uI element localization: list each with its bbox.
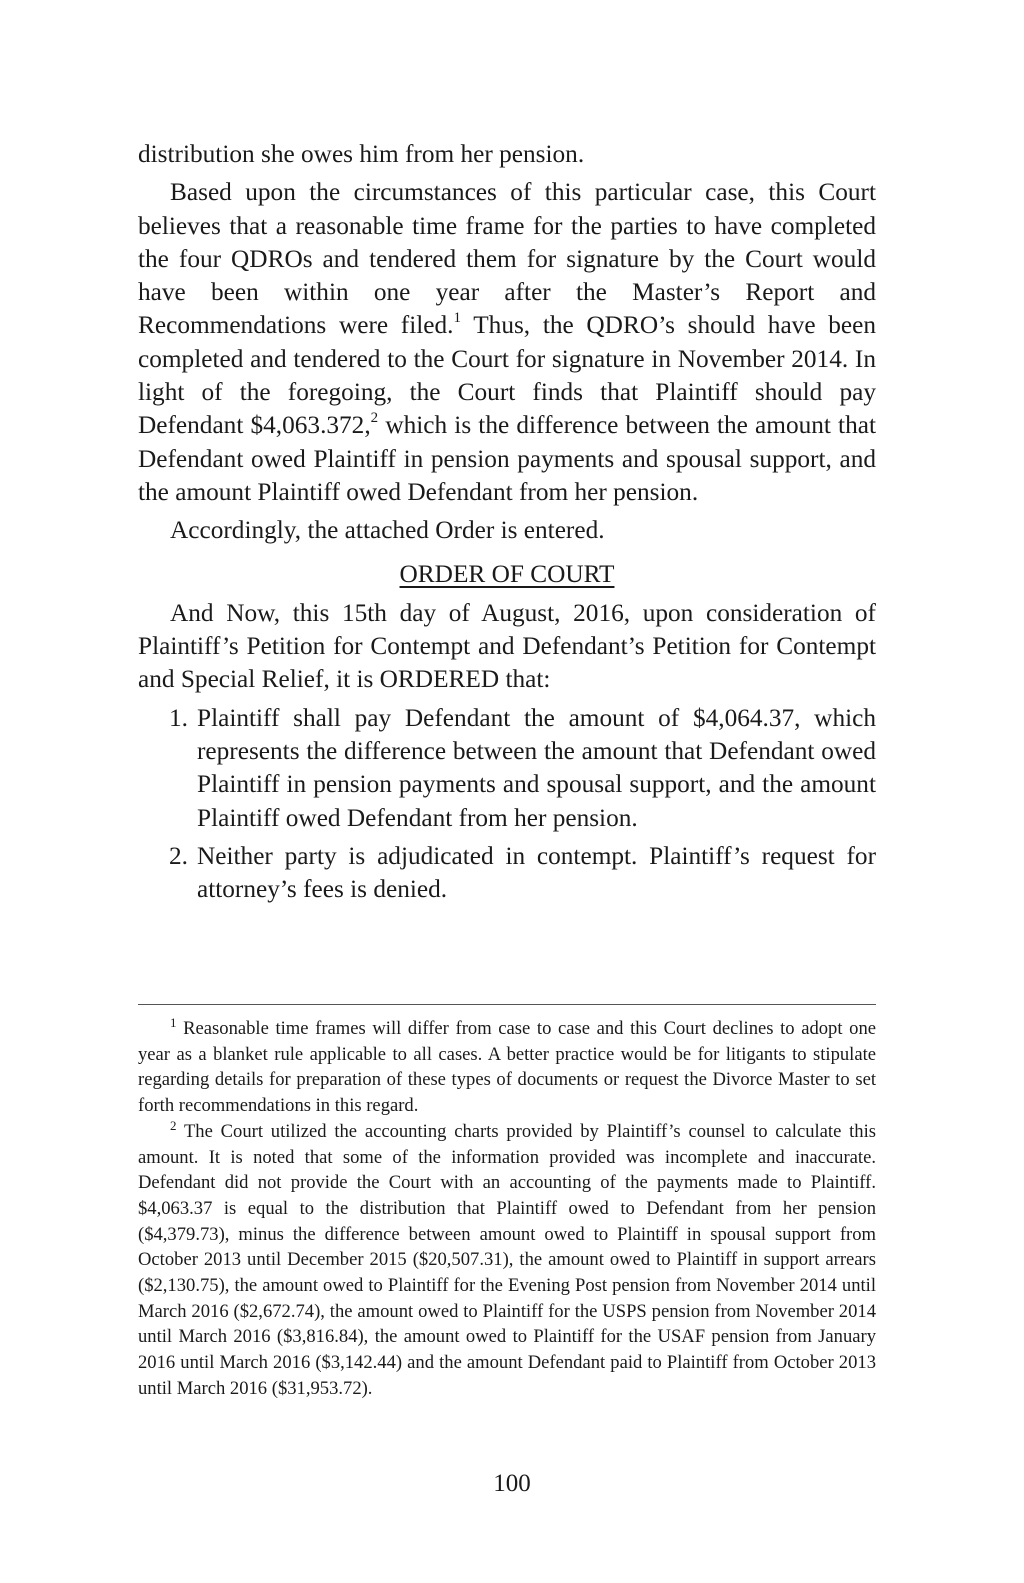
order-item-number: 2. [169,841,188,870]
order-item [138,840,876,907]
footnote-2 [138,1119,876,1402]
conclusion-paragraph: Accordingly, the attached Order is entered. [170,516,605,545]
footnote-ref-2[interactable]: 2 [370,410,379,427]
main-text [138,138,876,907]
reasoning-text-part-a: Based upon the circumstances of this particular case, this Court believes that a reasonable time frame for the parties to have completed the four QDROs and tendered them for signature by the Court would have been within one year after the Master’s Report and Recommendations were filed. [138,178,876,340]
footnote-divider [138,1004,876,1005]
order-item-number: 1. [169,703,188,732]
page-body [138,138,876,912]
reasoning-paragraph [138,176,876,509]
reasoning-text-part-b: Thus, the QDRO’s should have been completed and tendered to the Court for signature in November 2014. In light of the foregoing, the Court finds that Plaintiff should pay Defendant $4,063.372, [138,311,876,440]
order-list [138,702,876,907]
footnote-1 [138,1016,876,1119]
page-number: 100 [493,1470,531,1497]
footnote-1-text: Reasonable time frames will differ from case to case and this Court declines to adopt one year as a blanket rule applicable to all cases. A better practice would be for litigants to stipulate regarding details for preparation of these types of documents or request the Divorce Master to set forth recommendations in this regard. [138,1018,876,1117]
footnotes-section [138,1016,876,1402]
order-item-text: Plaintiff shall pay Defendant the amount of $4,064.37, which represents the difference between the amount that Defendant owed Plaintiff in pension payments and spousal support, and the amount Plaintiff owed Defendant from her pension. [197,703,876,832]
footnote-marker-2: 2 [170,1117,177,1133]
order-item [138,702,876,835]
reasoning-text-part-c: which is the difference between the amount that Defendant owed Plaintiff in pension payments and spousal support, and the amount Plaintiff owed Defendant from her pension. [138,411,876,506]
order-intro-paragraph: And Now, this 15th day of August, 2016, upon consideration of Plaintiff’s Petition for Contempt and Defendant’s Petition for Contempt and Special Relief, it is ORDERED that: [138,598,876,694]
order-heading: ORDER OF COURT [399,559,615,588]
continued-paragraph: distribution she owes him from her pension. [138,140,585,168]
order-item-text: Neither party is adjudicated in contempt. Plaintiff’s request for attorney’s fees is denied. [197,841,876,904]
footnote-ref-1[interactable]: 1 [453,310,461,327]
footnote-marker-1: 1 [170,1015,177,1030]
footnote-2-text: The Court utilized the accounting charts provided by Plaintiff’s counsel to calculate this amount. It is noted that some of the information provided was incomplete and inaccurate. Defendant did not provide the Court with an accounting of the payments made to Plaintiff. $4,063.37 is equal to the distribution that Plaintiff owed to Defendant from her pension ($4,379.73), minus the difference between amount owed to Plaintiff in spousal support from October 2013 until December 2015 ($20,507.31), the amount owed to Plaintiff in support arrears ($2,130.75), the amount owed to Plaintiff for the Evening Post pension from November 2014 until March 2016 ($2,672.74), the amount owed to Plaintiff for the USPS pension from November 2014 until March 2016 ($3,816.84), the amount owed to Plaintiff for the USAF pension from January 2016 until March 2016 ($3,142.44) and the amount Defendant paid to Plaintiff from October 2013 until March 2016 ($31,953.72). [138,1120,876,1399]
